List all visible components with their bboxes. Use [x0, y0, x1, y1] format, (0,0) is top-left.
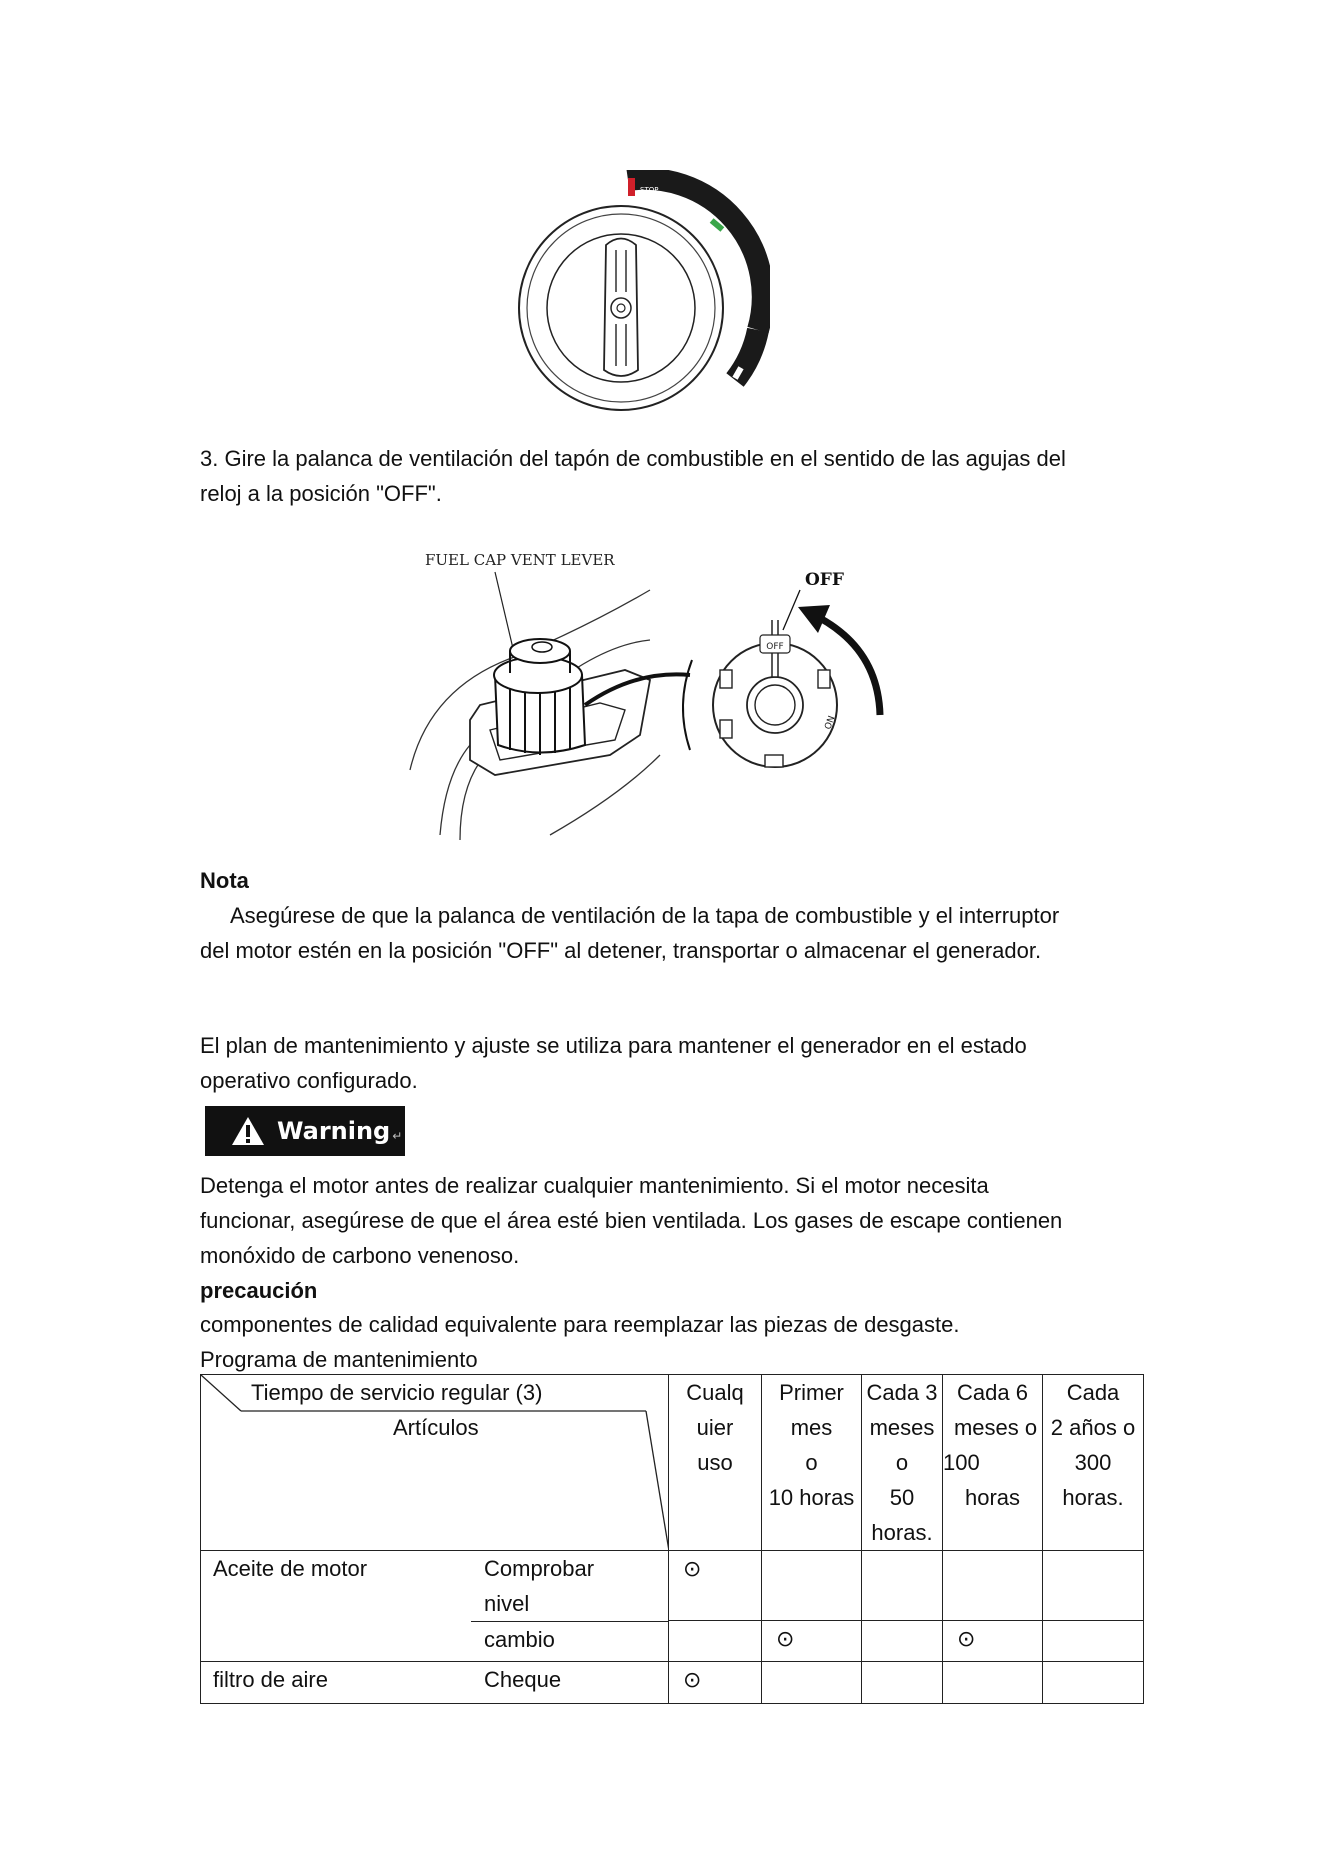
warning-triangle-icon: [231, 1116, 265, 1146]
header-items: Artículos: [393, 1415, 479, 1440]
start-label: START: [710, 386, 732, 394]
fuel-cap-figure: [400, 545, 920, 845]
engine-oil-cell: [201, 1551, 669, 1662]
air-filter-label: filtro de aire: [213, 1667, 328, 1692]
step3-line1: 3. Gire la palanca de ventilación del tapón de combustible en el sentido de las agujas del: [200, 446, 1066, 471]
cap-top-view: [713, 620, 838, 767]
warning-banner: [205, 1106, 405, 1156]
diagonal-header-cell: [201, 1375, 669, 1551]
step3-line2: reloj a la posición "OFF".: [200, 481, 442, 506]
engine-oil-label: Aceite de motor: [213, 1556, 368, 1581]
maintenance-table: [200, 1374, 1144, 1704]
table-row: [201, 1662, 1144, 1704]
oil-change-every-6-months: ⊙: [943, 1621, 1043, 1662]
table-header-row: [201, 1375, 1144, 1551]
air-filter-check-any-use: ⊙: [669, 1662, 762, 1704]
note-line2: del motor estén en la posición "OFF" al detener, transportar o almacenar el generador.: [200, 938, 1042, 963]
note-title: Nota: [200, 868, 249, 893]
check-label: Cheque: [484, 1667, 562, 1692]
warning-line1: Detenga el motor antes de realizar cualquier mantenimiento. Si el motor necesita: [200, 1173, 989, 1198]
run-label: RUN: [712, 240, 728, 248]
oil-check-any-use: ⊙: [669, 1551, 762, 1621]
stop-indicator: [628, 178, 635, 196]
warning-line3: monóxido de carbono venenoso.: [200, 1243, 520, 1268]
schedule-title: Programa de mantenimiento: [200, 1347, 478, 1372]
warning-label: Warning: [277, 1117, 391, 1145]
note-line1: Asegúrese de que la palanca de ventilación de la tapa de combustible y el interruptor: [230, 903, 1060, 928]
col-every-6-months: Cada 6 meses o 100 horas: [943, 1375, 1043, 1551]
return-mark: ↵: [392, 1129, 403, 1143]
cap-off-text: OFF: [766, 642, 784, 652]
off-label: OFF: [805, 570, 844, 590]
table-row: [201, 1551, 1144, 1621]
change-label: cambio: [484, 1627, 555, 1652]
plan-line1: El plan de mantenimiento y ajuste se utiliza para mantener el generador en el estado: [200, 1033, 1027, 1058]
stop-label: STOP: [640, 186, 659, 194]
caution-title: precaución: [200, 1278, 318, 1303]
col-any-use: Cualq uier uso: [669, 1375, 762, 1551]
air-filter-cell: [201, 1662, 669, 1704]
fuel-cap-caption: FUEL CAP VENT LEVER: [425, 551, 615, 569]
col-every-3-months: Cada 3 meses o 50 horas.: [862, 1375, 943, 1551]
warning-line2: funcionar, asegúrese de que el área esté bien ventilada. Los gases de escape contienen: [200, 1208, 1063, 1233]
plan-line2: operativo configurado.: [200, 1068, 418, 1093]
oil-change-first-month: ⊙: [762, 1621, 862, 1662]
col-first-month: Primer mes o 10 horas: [762, 1375, 862, 1551]
engine-switch-figure: [510, 170, 770, 415]
header-service-time: Tiempo de servicio regular (3): [251, 1380, 543, 1405]
check-level-label: Comprobar nivel: [484, 1556, 595, 1616]
cap-on-text: ON: [823, 714, 838, 732]
caution-line1: componentes de calidad equivalente para reemplazar las piezas de desgaste.: [200, 1312, 960, 1337]
col-every-2-years: Cada 2 años o 300 horas.: [1043, 1375, 1144, 1551]
